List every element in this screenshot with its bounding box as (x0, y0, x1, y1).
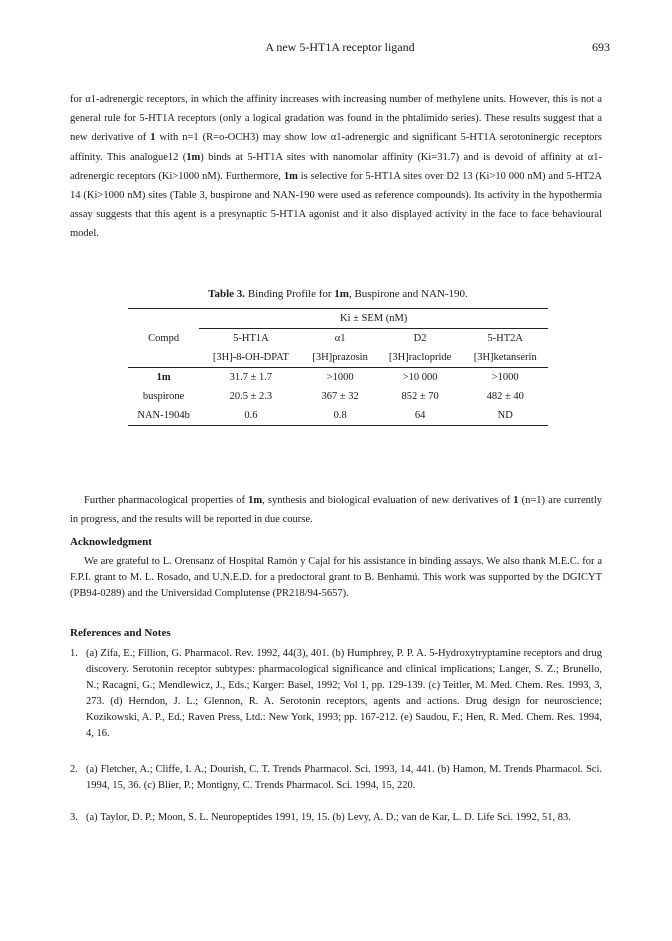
value-cell: 482 ± 40 (486, 391, 524, 402)
reference-text: (a) Zifa, E.; Fillion, G. Pharmacol. Rev. 1992, 44(3), 401. (b) Humphrey, P. P. A. 5-Hydroxytryptamine receptors and drug discovery. Serotonin receptor subtypes: pharmacological significance and clinical implications; Langer, S. Z.; Brunello, N.; Racagni, G.; Mendlewicz, J., Eds.; Karger: Basel, 1992; Vol 1, pp. 129-139. (c) Teitler, M. Med. Chem. Res. 1993, 3, 273. (d) Herndon, J. L.; Glennon, R. A. Serotonin receptors, agents and actions. Drug design for neuroscience; Kozikowski, A. P., Ed.; Raven Press, Ltd.: New York, 1993; pp. 167-212. (e) Saudou, F.; Hen, R. Med. Chem. Res. 1994, 4, 16. (86, 648, 602, 739)
page-header (70, 40, 610, 56)
reference-text: (a) Fletcher, A.; Cliffe, I. A.; Dourish, C. T. Trends Pharmacol. Sci. 1993, 14, 441. (b) Hamon, M. Trends Pharmacol. Sci. 1994, 15, 36. (c) Blier, P.; Montigny, C. Trends Pharmacol. Sci. 1994, 15, 220. (86, 764, 602, 791)
compound-ref: 1m (283, 170, 298, 182)
further-text-3: (n=1) are currently in progress, and the results will be reported in due course. (70, 495, 603, 525)
value-cell: 0.6 (199, 406, 302, 426)
further-text-1: Further pharmacological properties of (84, 495, 245, 506)
acknowledgment-heading: Acknowledgment (70, 536, 152, 548)
value-cell: >1000 (326, 372, 354, 383)
compound-ref: 1m (186, 151, 201, 163)
value-cell: >1000 (491, 372, 519, 383)
intro-text-4: is selective for 5-HT1A sites over D2 13 (Ki>10 000 nM) and 5-HT2A 14 (Ki>1000 nM) sites (Table 3, buspirone and NAN-190 were used as reference compounds). Its activity in the hypothermia assay suggests that this agent is a presynaptic 5-HT1A agonist and it also displayed activity in the face to face behavioural model. (70, 170, 603, 240)
reference-item (70, 810, 602, 826)
table-caption (128, 288, 548, 300)
compound-ref: 1 (513, 495, 519, 506)
ki-sem-header: Ki ± SEM (nM) (199, 309, 548, 329)
receptor-header: 5-HT1A (233, 333, 269, 344)
value-cell: 20.5 ± 2.3 (229, 391, 273, 402)
value-cell: 852 ± 70 (401, 391, 439, 402)
radioligand-header: [3H]ketanserin (462, 348, 548, 368)
compound-cell: NAN-1904b (128, 406, 199, 426)
radioligand-header: [3H]prazosin (303, 348, 378, 368)
acknowledgment-text: We are grateful to L. Orensanz of Hospital Ramón y Cajal for his assistance in binding assays. We also thank M.E.C. for a F.P.I. grant to M. L. Rosado, and U.N.E.D. for a predoctoral grant to B. Benhamú. This work was supported by the DGICYT (PB94-0289) and the Universidad Complutense (PR218/94-5657). (70, 556, 602, 599)
intro-text-2: with n=1 (R=o-OCH3) may show low α1-adrenergic and significant 5-HT1A serotoninergic receptors affinity. This analogue12 ( (70, 132, 603, 163)
further-text-2: , synthesis and biological evaluation of new derivatives of (262, 495, 511, 506)
references-heading: References and Notes (70, 627, 171, 639)
value-cell: >10 000 (402, 372, 438, 383)
intro-paragraph (70, 90, 602, 244)
compound-ref: 1m (248, 495, 263, 506)
table-row (128, 387, 548, 406)
page-number: 693 (592, 40, 610, 54)
compound-ref: 1 (150, 132, 156, 144)
reference-text: (a) Taylor, D. P.; Moon, S. L. Neuropeptides 1991, 19, 15. (b) Levy, A. D.; van de Kar, L. D. Life Sci. 1992, 51, 83. (86, 812, 571, 823)
compound-cell: buspirone (142, 391, 185, 402)
table-row (128, 406, 548, 426)
compd-header: Compd (148, 332, 180, 344)
table-header-blank (128, 309, 199, 329)
running-title: A new 5-HT1A receptor ligand (265, 40, 415, 54)
radioligand-header: [3H]-8-OH-DPAT (199, 348, 302, 368)
reference-item (70, 646, 602, 742)
reference-number: 3. (70, 812, 78, 823)
intro-text-1: for α1-adrenergic receptors, in which the affinity increases with increasing number of methylene units. However, this is not a general rule for 5-HT1A receptors (only a logical gradation was found in the phtalimido series). These results suggest that a new derivative of (70, 94, 602, 144)
reference-item (70, 762, 602, 794)
caption-text: Binding Profile for (247, 288, 332, 300)
receptor-header: 5-HT2A (487, 333, 523, 344)
radioligand-header: [3H]raclopride (378, 348, 463, 368)
binding-profile-table (128, 308, 548, 426)
further-paragraph (70, 491, 602, 529)
value-cell: 0.8 (303, 406, 378, 426)
caption-text: , Buspirone and NAN-190. (348, 288, 468, 300)
compound-ref: 1m (334, 288, 349, 300)
value-cell: 31.7 ± 1.7 (229, 372, 273, 383)
receptor-header: D2 (413, 333, 427, 344)
reference-number: 2. (70, 764, 78, 775)
intro-text-3: ) binds at 5-HT1A sites with nanomolar affinity (Ki=31.7) and is devoid of affinity at α1-adrenergic receptors (Ki>1000 nM). Furthermore, (70, 151, 602, 182)
table-header-blank (128, 348, 199, 368)
value-cell: 367 ± 32 (321, 391, 359, 402)
table-row (128, 368, 548, 388)
value-cell: 64 (378, 406, 463, 426)
receptor-header: α1 (334, 333, 346, 344)
table-label: Table 3. (208, 288, 246, 300)
compound-cell: 1m (156, 372, 171, 383)
reference-number: 1. (70, 648, 78, 659)
table-3 (128, 288, 548, 426)
value-cell: ND (462, 406, 548, 426)
